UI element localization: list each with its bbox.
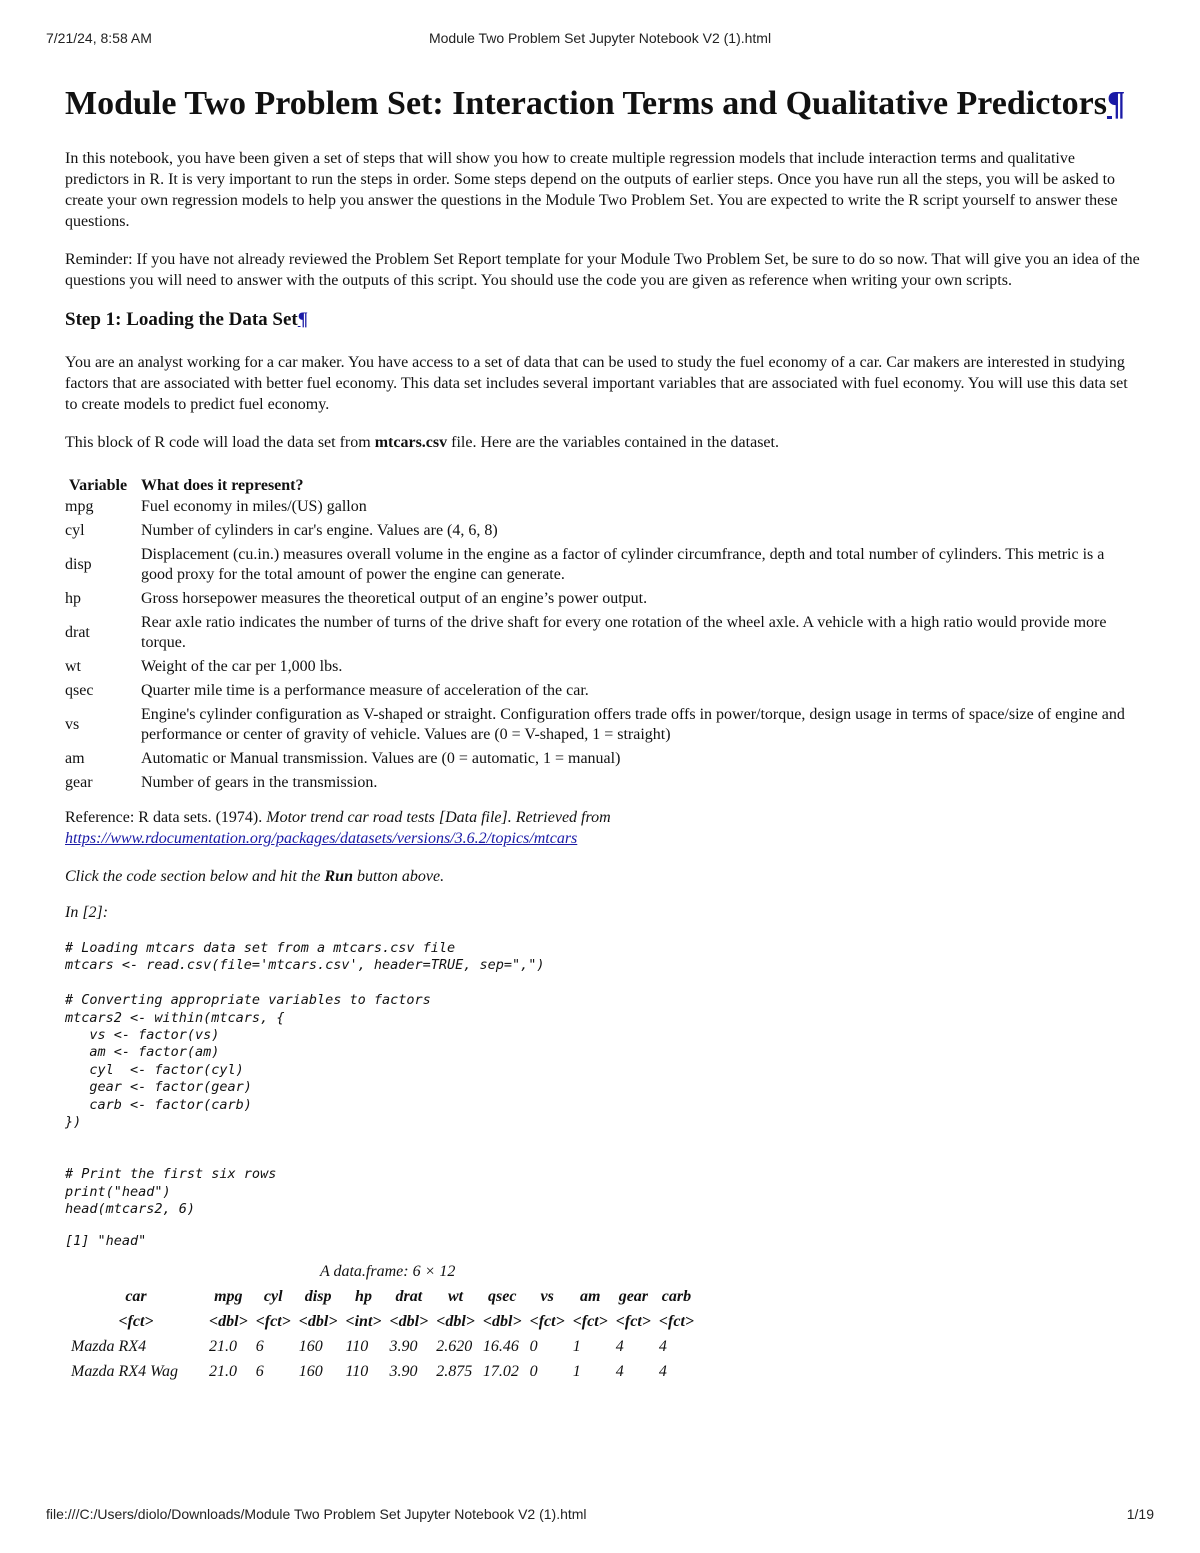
- variable-name: qsec: [65, 682, 94, 699]
- variable-description: Weight of the car per 1,000 lbs.: [141, 658, 343, 675]
- cell-prompt: In [2]:: [65, 904, 109, 921]
- dataframe-type-cell: <fct>: [118, 1313, 154, 1330]
- dataframe-body: [67, 1310, 698, 1385]
- dataframe-col-am: am: [580, 1288, 601, 1305]
- dataframe-cell: 160: [298, 1363, 323, 1380]
- dataframe-cell: 2.620: [436, 1338, 473, 1355]
- step1-anchor-link[interactable]: ¶: [297, 309, 309, 330]
- print-file-path: file:///C:/Users/diolo/Downloads/Module Two Problem Set Jupyter Notebook V2 (1).html: [46, 1506, 587, 1522]
- dataframe-cell: 4: [615, 1363, 624, 1380]
- variable-description: Number of cylinders in car's engine. Values are (4, 6, 8): [141, 522, 498, 539]
- variable-name: gear: [65, 774, 93, 791]
- variable-row: [65, 543, 1131, 587]
- dataframe-type-cell: <int>: [345, 1313, 382, 1330]
- variable-name: mpg: [65, 498, 94, 515]
- variables-col-variable: Variable: [69, 477, 128, 494]
- dataframe-cell: 4: [658, 1363, 667, 1380]
- notebook-content: [65, 82, 1140, 1385]
- variables-col-represents: What does it represent?: [141, 477, 304, 494]
- variable-description: Quarter mile time is a performance measure of acceleration of the car.: [141, 682, 589, 699]
- instruction-run: Run: [324, 868, 353, 885]
- variable-name: vs: [65, 716, 80, 733]
- reference-link[interactable]: https://www.rdocumentation.org/packages/datasets/versions/3.6.2/topics/mtcars: [65, 830, 578, 847]
- variable-row: [65, 587, 1131, 611]
- dataframe-cell: 1: [572, 1363, 581, 1380]
- dataframe-types-row: [67, 1310, 698, 1335]
- dataframe-type-cell: <dbl>: [389, 1313, 429, 1330]
- print-footer: [46, 1506, 1154, 1526]
- dataframe-col-carb: carb: [661, 1288, 692, 1305]
- output-line: [1] "head": [65, 1232, 147, 1249]
- dataframe-col-drat: drat: [395, 1288, 423, 1305]
- print-page-number: 1/19: [1126, 1506, 1154, 1522]
- dataframe-cell: 1: [572, 1338, 581, 1355]
- variable-name: wt: [65, 658, 81, 675]
- dataframe-cell: 2.875: [436, 1363, 473, 1380]
- step1-heading: [65, 308, 1140, 332]
- dataframe-row: [67, 1360, 698, 1385]
- dataframe-cell: 160: [298, 1338, 323, 1355]
- dataframe-table: [67, 1285, 698, 1385]
- dataframe-cell: 16.46: [482, 1338, 519, 1355]
- step1-heading-text: Step 1: Loading the Data Set: [65, 309, 298, 330]
- variable-row: [65, 771, 1131, 795]
- variable-name: drat: [65, 624, 90, 641]
- code-cell[interactable]: # Loading mtcars data set from a mtcars.csv file mtcars <- read.csv(file='mtcars.csv', header=TRUE, sep=",") # Converting appropriate variables to factors mtcars2 <- within(mtcars, { vs <- factor(vs) am <- factor(am) cyl <- factor(cyl) gear <- factor(gear) carb <- factor(carb) }) # Print the first six rows print("head") head(mtcars2, 6): [65, 940, 545, 1218]
- variable-row: [65, 747, 1131, 771]
- variable-row: [65, 495, 1131, 519]
- instruction-before: Click the code section below and hit the: [65, 868, 325, 885]
- dataframe-col-hp: hp: [355, 1288, 372, 1305]
- variable-row: [65, 703, 1131, 747]
- page-title-text: Module Two Problem Set: Interaction Terms and Qualitative Predictors: [65, 85, 1107, 122]
- dataframe-caption: A data.frame: 6 × 12: [320, 1262, 456, 1280]
- reference-prefix: Reference: R data sets. (1974).: [65, 809, 267, 826]
- variable-name: hp: [65, 590, 81, 607]
- dataframe-col-wt: wt: [447, 1288, 464, 1305]
- dataframe-cell: 3.90: [389, 1338, 418, 1355]
- dataframe-type-cell: <fct>: [255, 1313, 291, 1330]
- reminder-paragraph: Reminder: If you have not already reviewed the Problem Set Report template for your Module Two Problem Set, be sure to do so now. That will give you an idea of the questions you will need to answer with the outputs of this script. You should use the code you are given as reference when writing your own scripts.: [65, 251, 1140, 289]
- dataframe-col-car: car: [125, 1288, 147, 1305]
- reference-title: Motor trend car road tests [Data file]. Retrieved from: [266, 809, 611, 826]
- dataframe-col-cyl: cyl: [263, 1288, 283, 1305]
- dataframe-type-cell: <dbl>: [209, 1313, 248, 1330]
- instruction-after: button above.: [352, 868, 445, 885]
- variables-table: [65, 469, 1131, 795]
- dataframe-cell: 4: [615, 1338, 624, 1355]
- reference-paragraph: [65, 807, 1140, 849]
- variable-description: Engine's cylinder configuration as V-shaped or straight. Configuration offers trade offs in power/torque, design usage in terms of space/size of engine and performance or center of gravity of vehicle. Values are (0 = V-shaped, 1 = straight): [141, 706, 1125, 743]
- variable-description: Displacement (cu.in.) measures overall volume in the engine as a factor of cylinder circumfrance, depth and total number of cylinders. This metric is a good proxy for the total amount of power the engine can generate.: [141, 546, 1105, 583]
- variables-table-body: [65, 495, 1131, 795]
- variable-row: [65, 679, 1131, 703]
- dataframe-cell: 110: [345, 1363, 369, 1380]
- file-para-after: file. Here are the variables contained in the dataset.: [447, 434, 779, 451]
- dataframe-type-cell: <fct>: [615, 1313, 651, 1330]
- variable-name: cyl: [65, 522, 85, 539]
- dataframe-cell: 4: [658, 1338, 667, 1355]
- variable-description: Rear axle ratio indicates the number of turns of the drive shaft for every one rotation of the wheel axle. A vehicle with a high ratio would provide more torque.: [141, 614, 1107, 651]
- dataframe-cell: 17.02: [482, 1363, 519, 1380]
- dataframe-row: [67, 1335, 698, 1360]
- dataframe-col-mpg: mpg: [214, 1288, 243, 1305]
- variable-name: am: [65, 750, 85, 767]
- variable-row: [65, 611, 1131, 655]
- page-title: [65, 82, 1140, 125]
- dataframe-cell: 21.0: [209, 1363, 237, 1380]
- variable-description: Gross horsepower measures the theoretical output of an engine’s power output.: [141, 590, 648, 607]
- dataframe-type-cell: <dbl>: [436, 1313, 475, 1330]
- title-anchor-link[interactable]: ¶: [1106, 85, 1126, 122]
- dataframe-col-disp: disp: [304, 1288, 332, 1305]
- dataframe-cell: 110: [345, 1338, 369, 1355]
- variable-row: [65, 519, 1131, 543]
- print-datetime: 7/21/24, 8:58 AM: [46, 30, 152, 46]
- dataframe-type-cell: <dbl>: [482, 1313, 522, 1330]
- dataframe-header-row: [67, 1285, 698, 1310]
- dataframe-cell: 21.0: [209, 1338, 237, 1355]
- dataframe-cell: 0: [529, 1363, 538, 1380]
- variable-description: Number of gears in the transmission.: [141, 774, 378, 791]
- step1-file-paragraph: [65, 432, 1140, 453]
- print-doc-title: Module Two Problem Set Jupyter Notebook V2 (1).html: [428, 30, 772, 46]
- variable-name: disp: [65, 556, 92, 573]
- dataframe-col-vs: vs: [540, 1288, 554, 1305]
- dataframe-cell: 3.90: [389, 1363, 418, 1380]
- dataframe-type-cell: <fct>: [658, 1313, 695, 1330]
- dataframe-col-gear: gear: [618, 1288, 649, 1305]
- dataframe-type-cell: <dbl>: [298, 1313, 338, 1330]
- dataframe-car-cell: Mazda RX4: [71, 1338, 147, 1355]
- variable-row: [65, 655, 1131, 679]
- dataframe-col-qsec: qsec: [488, 1288, 517, 1305]
- dataframe-type-cell: <fct>: [529, 1313, 565, 1330]
- print-header: [46, 30, 1154, 50]
- variable-description: Fuel economy in miles/(US) gallon: [141, 498, 367, 515]
- dataframe-car-cell: Mazda RX4 Wag: [71, 1363, 178, 1380]
- dataframe-cell: 6: [255, 1363, 264, 1380]
- intro-paragraph: In this notebook, you have been given a set of steps that will show you how to create multiple regression models that include interaction terms and qualitative predictors in R. It is very important to run the steps in order. Some steps depend on the outputs of earlier steps. Once you have run all the steps, you will be asked to create your own regression models to help you answer the questions in the Module Two Problem Set. You are expected to write the R script yourself to answer these questions.: [65, 150, 1118, 230]
- variable-description: Automatic or Manual transmission. Values are (0 = automatic, 1 = manual): [141, 750, 621, 767]
- dataframe-type-cell: <fct>: [572, 1313, 608, 1330]
- file-name: mtcars.csv: [374, 434, 448, 451]
- dataframe-cell: 0: [529, 1338, 538, 1355]
- run-instruction: [65, 866, 1140, 887]
- file-para-before: This block of R code will load the data set from: [65, 434, 375, 451]
- step1-paragraph: You are an analyst working for a car maker. You have access to a set of data that can be used to study the fuel economy of a car. Car makers are interested in studying factors that are associated with better fuel economy. This data set includes several important variables that are associated with fuel economy. You will use this data set to create models to predict fuel economy.: [65, 354, 1128, 413]
- dataframe-cell: 6: [255, 1338, 264, 1355]
